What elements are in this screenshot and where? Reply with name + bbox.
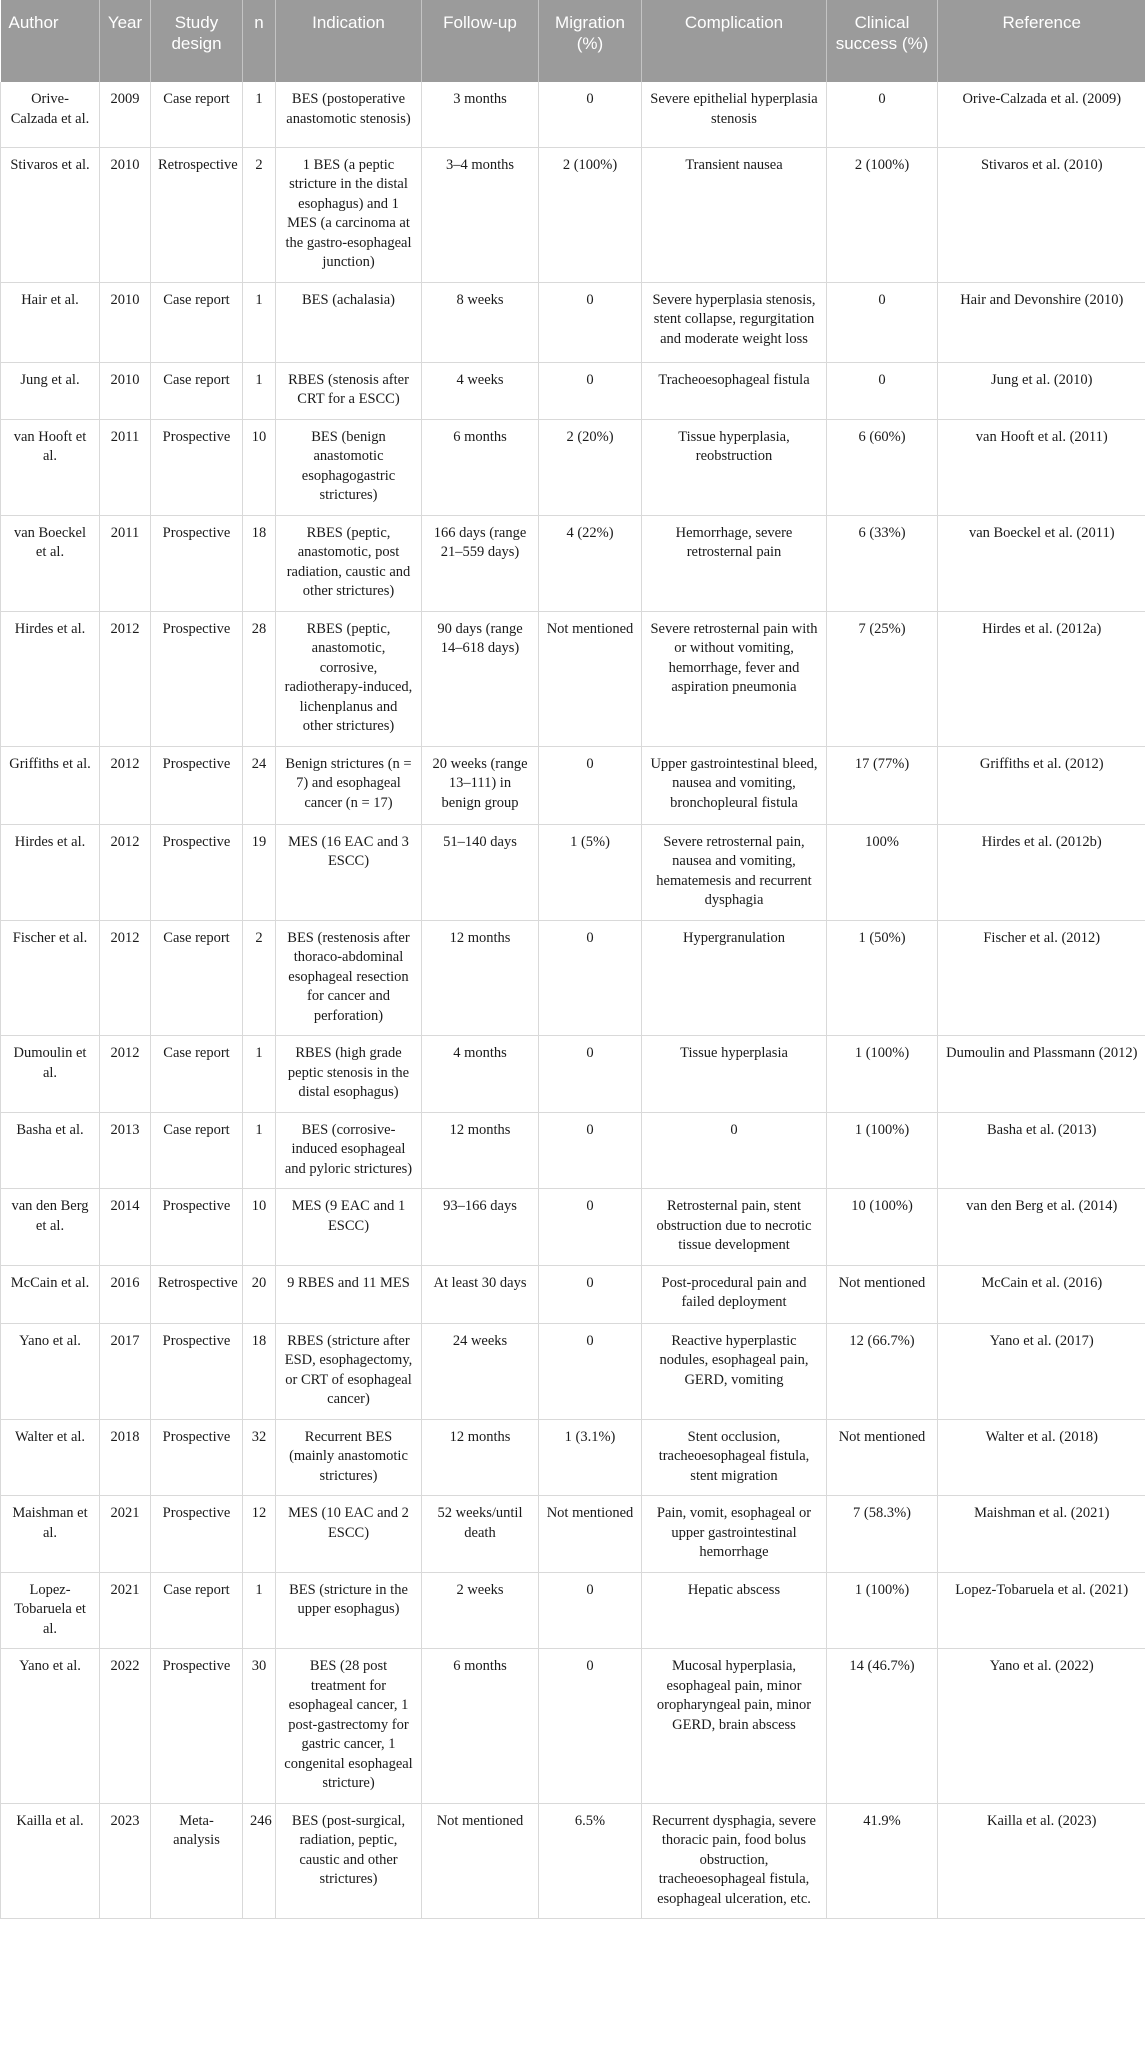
col-follow-up: Follow-up [422, 0, 539, 82]
cell-year: 2010 [100, 147, 151, 282]
cell-follow-up: 51–140 days [422, 824, 539, 920]
cell-follow-up: 6 months [422, 1649, 539, 1804]
table-row [1, 920, 1145, 1036]
cell-migration: 0 [539, 362, 642, 419]
cell-author: Dumoulin et al. [1, 1036, 100, 1113]
cell-complication: Reactive hyperplastic nodules, esophageal pain, GERD, vomiting [642, 1323, 827, 1419]
cell-author: Kailla et al. [1, 1803, 100, 1919]
cell-complication: Severe epithelial hyperplasia stenosis [642, 82, 827, 147]
cell-migration: 0 [539, 1572, 642, 1649]
cell-indication: RBES (peptic, anastomotic, post radiation, caustic and other strictures) [276, 515, 422, 611]
cell-indication: BES (stricture in the upper esophagus) [276, 1572, 422, 1649]
table-row [1, 1419, 1145, 1496]
cell-indication: BES (restenosis after thoraco-abdominal esophageal resection for cancer and perforation) [276, 920, 422, 1036]
cell-n: 1 [243, 282, 276, 362]
cell-reference: Griffiths et al. (2012) [938, 746, 1145, 824]
cell-indication: RBES (stenosis after CRT for a ESCC) [276, 362, 422, 419]
cell-clinical-success: 100% [827, 824, 938, 920]
cell-migration: 0 [539, 1036, 642, 1113]
cell-clinical-success: 0 [827, 82, 938, 147]
cell-reference: Kailla et al. (2023) [938, 1803, 1145, 1919]
cell-year: 2021 [100, 1572, 151, 1649]
cell-follow-up: 166 days (range 21–559 days) [422, 515, 539, 611]
table-row [1, 824, 1145, 920]
cell-study-design: Case report [151, 920, 243, 1036]
cell-author: van Boeckel et al. [1, 515, 100, 611]
cell-indication: BES (corrosive-induced esophageal and pyloric strictures) [276, 1112, 422, 1189]
table-row [1, 419, 1145, 515]
table-row [1, 1189, 1145, 1266]
cell-indication: 1 BES (a peptic stricture in the distal esophagus) and 1 MES (a carcinoma at the gastro-esophageal junction) [276, 147, 422, 282]
cell-author: Walter et al. [1, 1419, 100, 1496]
cell-clinical-success: 14 (46.7%) [827, 1649, 938, 1804]
cell-n: 28 [243, 611, 276, 746]
cell-n: 1 [243, 82, 276, 147]
cell-indication: MES (10 EAC and 2 ESCC) [276, 1496, 422, 1573]
cell-indication: BES (achalasia) [276, 282, 422, 362]
cell-study-design: Case report [151, 362, 243, 419]
cell-migration: 0 [539, 746, 642, 824]
cell-year: 2021 [100, 1496, 151, 1573]
table-row [1, 147, 1145, 282]
cell-year: 2023 [100, 1803, 151, 1919]
col-reference: Reference [938, 0, 1145, 82]
cell-complication: Transient nausea [642, 147, 827, 282]
cell-author: Orive-Calzada et al. [1, 82, 100, 147]
cell-clinical-success: 41.9% [827, 1803, 938, 1919]
cell-n: 19 [243, 824, 276, 920]
cell-reference: Orive-Calzada et al. (2009) [938, 82, 1145, 147]
cell-n: 30 [243, 1649, 276, 1804]
cell-reference: Jung et al. (2010) [938, 362, 1145, 419]
table-row [1, 1496, 1145, 1573]
cell-follow-up: 2 weeks [422, 1572, 539, 1649]
cell-author: Stivaros et al. [1, 147, 100, 282]
cell-indication: RBES (high grade peptic stenosis in the distal esophagus) [276, 1036, 422, 1113]
table-row [1, 515, 1145, 611]
cell-study-design: Case report [151, 1112, 243, 1189]
cell-year: 2012 [100, 824, 151, 920]
cell-study-design: Prospective [151, 746, 243, 824]
cell-reference: van Hooft et al. (2011) [938, 419, 1145, 515]
header-row [1, 0, 1145, 82]
cell-follow-up: 4 months [422, 1036, 539, 1113]
cell-clinical-success: 1 (50%) [827, 920, 938, 1036]
col-clinical-success: Clinical success (%) [827, 0, 938, 82]
cell-migration: 0 [539, 1265, 642, 1323]
cell-n: 24 [243, 746, 276, 824]
col-migration: Migration (%) [539, 0, 642, 82]
cell-complication: Tissue hyperplasia, reobstruction [642, 419, 827, 515]
cell-author: Lopez-Tobaruela et al. [1, 1572, 100, 1649]
table-row [1, 1265, 1145, 1323]
cell-reference: van Boeckel et al. (2011) [938, 515, 1145, 611]
cell-year: 2022 [100, 1649, 151, 1804]
cell-clinical-success: 2 (100%) [827, 147, 938, 282]
table-row [1, 746, 1145, 824]
cell-author: van Hooft et al. [1, 419, 100, 515]
cell-clinical-success: 1 (100%) [827, 1036, 938, 1113]
cell-follow-up: 3 months [422, 82, 539, 147]
cell-n: 32 [243, 1419, 276, 1496]
cell-year: 2016 [100, 1265, 151, 1323]
cell-n: 246 [243, 1803, 276, 1919]
cell-year: 2011 [100, 419, 151, 515]
cell-study-design: Prospective [151, 1323, 243, 1419]
cell-follow-up: 12 months [422, 920, 539, 1036]
table-row [1, 1572, 1145, 1649]
cell-complication: Retrosternal pain, stent obstruction due to necrotic tissue development [642, 1189, 827, 1266]
cell-complication: Tracheoesophageal fistula [642, 362, 827, 419]
cell-author: Basha et al. [1, 1112, 100, 1189]
cell-year: 2009 [100, 82, 151, 147]
cell-indication: BES (post-surgical, radiation, peptic, caustic and other strictures) [276, 1803, 422, 1919]
cell-migration: 2 (20%) [539, 419, 642, 515]
cell-follow-up: 3–4 months [422, 147, 539, 282]
cell-year: 2011 [100, 515, 151, 611]
cell-study-design: Case report [151, 1036, 243, 1113]
cell-complication: Severe retrosternal pain, nausea and vomiting, hematemesis and recurrent dysphagia [642, 824, 827, 920]
table-row [1, 1112, 1145, 1189]
cell-author: Hirdes et al. [1, 824, 100, 920]
cell-reference: Dumoulin and Plassmann (2012) [938, 1036, 1145, 1113]
cell-clinical-success: 7 (25%) [827, 611, 938, 746]
cell-indication: BES (postoperative anastomotic stenosis) [276, 82, 422, 147]
cell-follow-up: 8 weeks [422, 282, 539, 362]
cell-follow-up: 52 weeks/until death [422, 1496, 539, 1573]
cell-migration: 4 (22%) [539, 515, 642, 611]
cell-study-design: Meta-analysis [151, 1803, 243, 1919]
cell-follow-up: 20 weeks (range 13–111) in benign group [422, 746, 539, 824]
col-indication: Indication [276, 0, 422, 82]
cell-complication: Recurrent dysphagia, severe thoracic pain, food bolus obstruction, tracheoesophageal fistula, esophageal ulceration, etc. [642, 1803, 827, 1919]
cell-study-design: Retrospective [151, 147, 243, 282]
cell-migration: 6.5% [539, 1803, 642, 1919]
cell-author: van den Berg et al. [1, 1189, 100, 1266]
cell-n: 2 [243, 920, 276, 1036]
cell-year: 2010 [100, 282, 151, 362]
cell-study-design: Prospective [151, 611, 243, 746]
cell-indication: BES (benign anastomotic esophagogastric strictures) [276, 419, 422, 515]
cell-migration: 2 (100%) [539, 147, 642, 282]
col-author: Author [1, 0, 100, 82]
cell-n: 1 [243, 1112, 276, 1189]
cell-reference: Basha et al. (2013) [938, 1112, 1145, 1189]
cell-complication: Pain, vomit, esophageal or upper gastrointestinal hemorrhage [642, 1496, 827, 1573]
cell-complication: Hepatic abscess [642, 1572, 827, 1649]
cell-follow-up: At least 30 days [422, 1265, 539, 1323]
cell-indication: BES (28 post treatment for esophageal cancer, 1 post-gastrectomy for gastric cancer, 1 congenital esophageal stricture) [276, 1649, 422, 1804]
table-row [1, 611, 1145, 746]
cell-clinical-success: 12 (66.7%) [827, 1323, 938, 1419]
cell-complication: Post-procedural pain and failed deployment [642, 1265, 827, 1323]
cell-n: 1 [243, 1572, 276, 1649]
cell-year: 2018 [100, 1419, 151, 1496]
cell-reference: Hair and Devonshire (2010) [938, 282, 1145, 362]
cell-complication: Hypergranulation [642, 920, 827, 1036]
cell-migration: 0 [539, 1189, 642, 1266]
cell-author: McCain et al. [1, 1265, 100, 1323]
cell-year: 2014 [100, 1189, 151, 1266]
table-row [1, 1036, 1145, 1113]
cell-reference: Walter et al. (2018) [938, 1419, 1145, 1496]
cell-migration: 1 (5%) [539, 824, 642, 920]
cell-complication: Upper gastrointestinal bleed, nausea and vomiting, bronchopleural fistula [642, 746, 827, 824]
cell-n: 18 [243, 515, 276, 611]
cell-clinical-success: 17 (77%) [827, 746, 938, 824]
cell-author: Fischer et al. [1, 920, 100, 1036]
cell-study-design: Prospective [151, 419, 243, 515]
cell-follow-up: 6 months [422, 419, 539, 515]
cell-clinical-success: 1 (100%) [827, 1572, 938, 1649]
cell-author: Jung et al. [1, 362, 100, 419]
table-row [1, 362, 1145, 419]
cell-follow-up: 90 days (range 14–618 days) [422, 611, 539, 746]
cell-complication: Stent occlusion, tracheoesophageal fistula, stent migration [642, 1419, 827, 1496]
cell-migration: 0 [539, 1323, 642, 1419]
cell-author: Maishman et al. [1, 1496, 100, 1573]
table-row [1, 1649, 1145, 1804]
cell-study-design: Prospective [151, 1419, 243, 1496]
cell-study-design: Case report [151, 282, 243, 362]
cell-reference: Stivaros et al. (2010) [938, 147, 1145, 282]
cell-study-design: Case report [151, 1572, 243, 1649]
cell-year: 2012 [100, 611, 151, 746]
cell-study-design: Prospective [151, 1189, 243, 1266]
cell-indication: MES (16 EAC and 3 ESCC) [276, 824, 422, 920]
cell-n: 1 [243, 362, 276, 419]
cell-clinical-success: 10 (100%) [827, 1189, 938, 1266]
cell-complication: 0 [642, 1112, 827, 1189]
cell-reference: Hirdes et al. (2012a) [938, 611, 1145, 746]
cell-year: 2017 [100, 1323, 151, 1419]
col-complication: Complication [642, 0, 827, 82]
cell-author: Griffiths et al. [1, 746, 100, 824]
cell-follow-up: 24 weeks [422, 1323, 539, 1419]
col-year: Year [100, 0, 151, 82]
cell-follow-up: 12 months [422, 1419, 539, 1496]
cell-indication: Benign strictures (n = 7) and esophageal cancer (n = 17) [276, 746, 422, 824]
cell-complication: Hemorrhage, severe retrosternal pain [642, 515, 827, 611]
cell-year: 2013 [100, 1112, 151, 1189]
cell-clinical-success: 7 (58.3%) [827, 1496, 938, 1573]
cell-year: 2012 [100, 1036, 151, 1113]
cell-n: 1 [243, 1036, 276, 1113]
cell-author: Yano et al. [1, 1649, 100, 1804]
cell-study-design: Prospective [151, 1496, 243, 1573]
cell-clinical-success: 0 [827, 362, 938, 419]
cell-reference: Maishman et al. (2021) [938, 1496, 1145, 1573]
cell-reference: Yano et al. (2017) [938, 1323, 1145, 1419]
cell-reference: Lopez-Tobaruela et al. (2021) [938, 1572, 1145, 1649]
cell-reference: Hirdes et al. (2012b) [938, 824, 1145, 920]
cell-complication: Mucosal hyperplasia, esophageal pain, minor oropharyngeal pain, minor GERD, brain abscess [642, 1649, 827, 1804]
cell-complication: Severe retrosternal pain with or without vomiting, hemorrhage, fever and aspiration pneumonia [642, 611, 827, 746]
cell-study-design: Case report [151, 82, 243, 147]
table-row [1, 82, 1145, 147]
col-study-design: Study design [151, 0, 243, 82]
cell-study-design: Prospective [151, 1649, 243, 1804]
cell-author: Yano et al. [1, 1323, 100, 1419]
cell-indication: Recurrent BES (mainly anastomotic strictures) [276, 1419, 422, 1496]
cell-reference: Fischer et al. (2012) [938, 920, 1145, 1036]
cell-indication: RBES (peptic, anastomotic, corrosive, radiotherapy-induced, lichenplanus and other strictures) [276, 611, 422, 746]
cell-clinical-success: 6 (60%) [827, 419, 938, 515]
cell-follow-up: 12 months [422, 1112, 539, 1189]
cell-indication: 9 RBES and 11 MES [276, 1265, 422, 1323]
cell-clinical-success: Not mentioned [827, 1419, 938, 1496]
cell-study-design: Retrospective [151, 1265, 243, 1323]
cell-author: Hair et al. [1, 282, 100, 362]
cell-follow-up: 4 weeks [422, 362, 539, 419]
cell-indication: MES (9 EAC and 1 ESCC) [276, 1189, 422, 1266]
table-row [1, 1323, 1145, 1419]
cell-follow-up: 93–166 days [422, 1189, 539, 1266]
cell-migration: 0 [539, 82, 642, 147]
cell-n: 10 [243, 1189, 276, 1266]
cell-year: 2012 [100, 746, 151, 824]
cell-migration: 0 [539, 282, 642, 362]
cell-migration: 0 [539, 920, 642, 1036]
cell-year: 2012 [100, 920, 151, 1036]
cell-n: 10 [243, 419, 276, 515]
cell-indication: RBES (stricture after ESD, esophagectomy, or CRT of esophageal cancer) [276, 1323, 422, 1419]
cell-n: 2 [243, 147, 276, 282]
cell-clinical-success: 1 (100%) [827, 1112, 938, 1189]
cell-reference: van den Berg et al. (2014) [938, 1189, 1145, 1266]
cell-reference: Yano et al. (2022) [938, 1649, 1145, 1804]
cell-clinical-success: 0 [827, 282, 938, 362]
cell-n: 20 [243, 1265, 276, 1323]
table-row [1, 1803, 1145, 1919]
cell-migration: 0 [539, 1649, 642, 1804]
cell-clinical-success: 6 (33%) [827, 515, 938, 611]
cell-migration: 1 (3.1%) [539, 1419, 642, 1496]
cell-study-design: Prospective [151, 824, 243, 920]
cell-reference: McCain et al. (2016) [938, 1265, 1145, 1323]
cell-n: 12 [243, 1496, 276, 1573]
cell-migration: Not mentioned [539, 611, 642, 746]
col-n: n [243, 0, 276, 82]
cell-author: Hirdes et al. [1, 611, 100, 746]
cell-clinical-success: Not mentioned [827, 1265, 938, 1323]
cell-year: 2010 [100, 362, 151, 419]
cell-migration: 0 [539, 1112, 642, 1189]
cell-follow-up: Not mentioned [422, 1803, 539, 1919]
cell-complication: Severe hyperplasia stenosis, stent collapse, regurgitation and moderate weight loss [642, 282, 827, 362]
cell-n: 18 [243, 1323, 276, 1419]
cell-study-design: Prospective [151, 515, 243, 611]
cell-complication: Tissue hyperplasia [642, 1036, 827, 1113]
cell-migration: Not mentioned [539, 1496, 642, 1573]
table-row [1, 282, 1145, 362]
